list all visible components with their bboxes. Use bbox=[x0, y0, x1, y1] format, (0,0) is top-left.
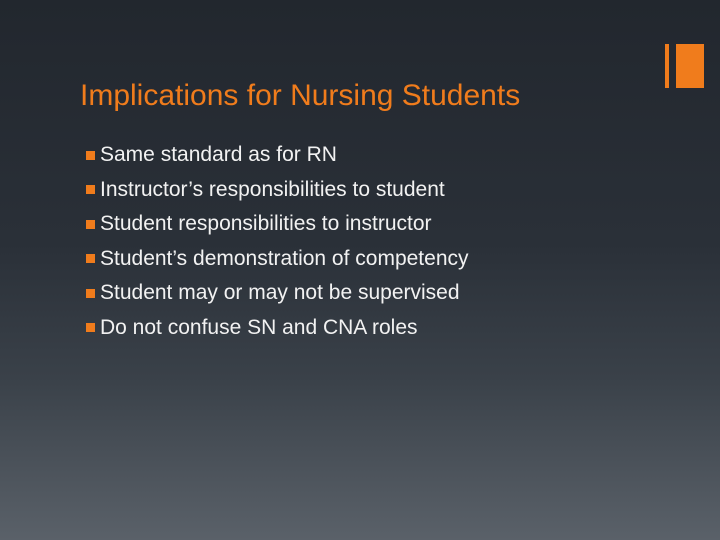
bullet-text: Student’s demonstration of competency bbox=[100, 246, 469, 270]
bullet-text: Instructor’s responsibilities to student bbox=[100, 177, 445, 201]
bullet-text: Student responsibilities to instructor bbox=[100, 212, 432, 236]
accent-bar-thick bbox=[676, 44, 704, 88]
square-bullet-icon bbox=[86, 254, 95, 263]
square-bullet-icon bbox=[86, 151, 95, 160]
square-bullet-icon bbox=[86, 220, 95, 229]
bullet-text: Do not confuse SN and CNA roles bbox=[100, 315, 418, 339]
bullet-item bbox=[86, 311, 469, 346]
slide-title: Implications for Nursing Students bbox=[80, 79, 521, 112]
square-bullet-icon bbox=[86, 323, 95, 332]
square-bullet-icon bbox=[86, 289, 95, 298]
accent-bar-thin bbox=[665, 44, 669, 88]
bullet-text: Student may or may not be supervised bbox=[100, 281, 460, 305]
bullet-item bbox=[86, 242, 469, 277]
bullet-item bbox=[86, 207, 469, 242]
bullet-item bbox=[86, 138, 469, 173]
bullet-item bbox=[86, 173, 469, 208]
square-bullet-icon bbox=[86, 185, 95, 194]
bullet-list bbox=[86, 138, 469, 345]
bullet-text: Same standard as for RN bbox=[100, 143, 337, 167]
bullet-item bbox=[86, 276, 469, 311]
